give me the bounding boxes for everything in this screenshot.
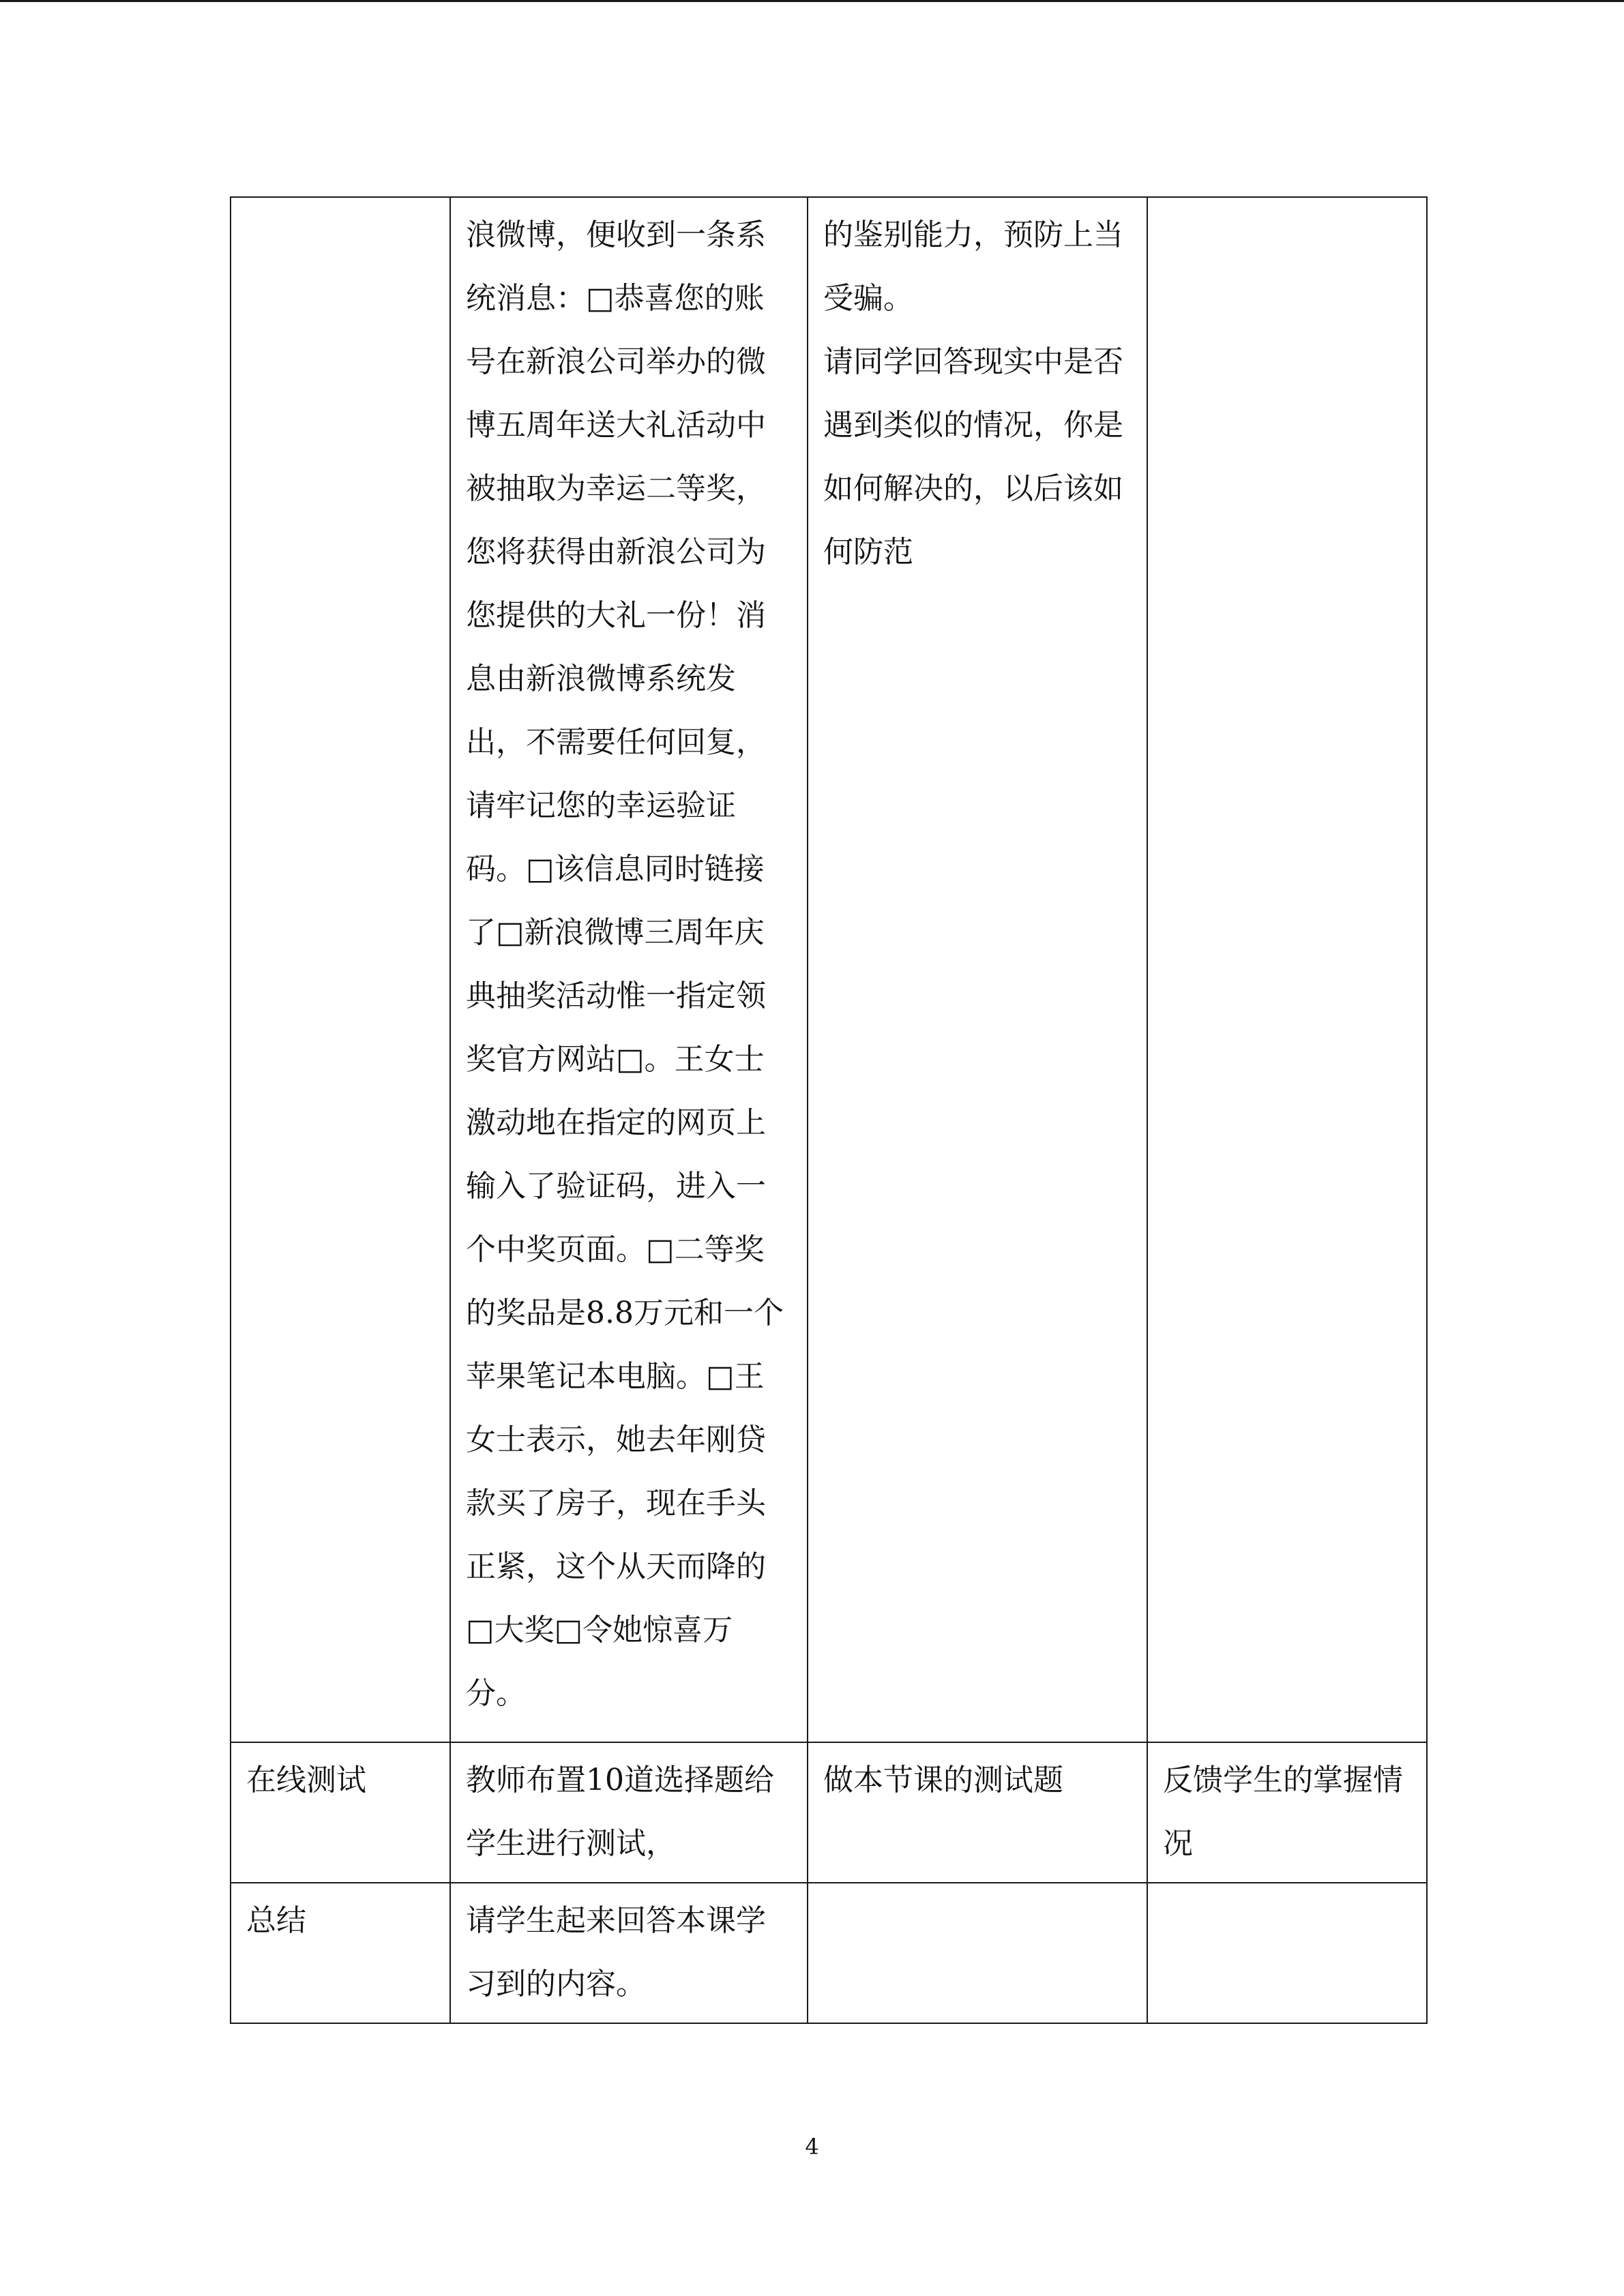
page-number: 4 xyxy=(805,2134,819,2160)
teacher-activity-cell xyxy=(450,1742,808,1883)
table-row xyxy=(231,1883,1427,2023)
stage-text: 总结 xyxy=(246,1903,306,1938)
stage-cell xyxy=(231,1883,450,2023)
table-row xyxy=(231,1742,1427,1883)
purpose-text: 反馈学生的掌握情况 xyxy=(1163,1763,1403,1861)
teacher-activity-text: 浪微博，便收到一条系统消息：□恭喜您的账号在新浪公司举办的微博五周年送大礼活动中被抽取为幸运二等奖，您将获得由新浪公司为您提供的大礼一份！消息由新浪微博系统发出，不需要任何回复，请牢记您的幸运验证码。□该信息同时链接了□新浪微博三周年庆典抽奖活动惟一指定领奖官方网站□。王女士激动地在指定的网页上输入了验证码，进入一个中奖页面。□二等奖的奖品是8.8万元和一个苹果笔记本电脑。□王女士表示，她去年刚贷款买了房子，现在手头正紧，这个从天而降的□大奖□令她惊喜万分。 xyxy=(466,218,784,1711)
page-top-border xyxy=(0,0,1624,2)
stage-text: 在线测试 xyxy=(246,1763,366,1798)
student-activity-cell xyxy=(808,1742,1147,1883)
stage-cell xyxy=(231,1742,450,1883)
table-row xyxy=(231,197,1427,1742)
purpose-cell xyxy=(1147,1883,1427,2023)
student-activity-text: 的鉴别能力，预防上当受骗。 请同学回答现实中是否遇到类似的情况，你是如何解决的，以后该如何防范 xyxy=(823,218,1123,569)
purpose-cell xyxy=(1147,1742,1427,1883)
student-activity-cell xyxy=(808,1883,1147,2023)
stage-cell xyxy=(231,197,450,1742)
student-activity-cell xyxy=(808,197,1147,1742)
student-activity-text: 做本节课的测试题 xyxy=(823,1763,1063,1798)
teacher-activity-cell xyxy=(450,197,808,1742)
purpose-cell xyxy=(1147,197,1427,1742)
lesson-plan-table xyxy=(230,196,1428,2024)
teacher-activity-cell xyxy=(450,1883,808,2023)
teacher-activity-text: 请学生起来回答本课学习到的内容。 xyxy=(466,1903,766,2001)
teacher-activity-text: 教师布置10道选择题给学生进行测试， xyxy=(466,1763,774,1861)
